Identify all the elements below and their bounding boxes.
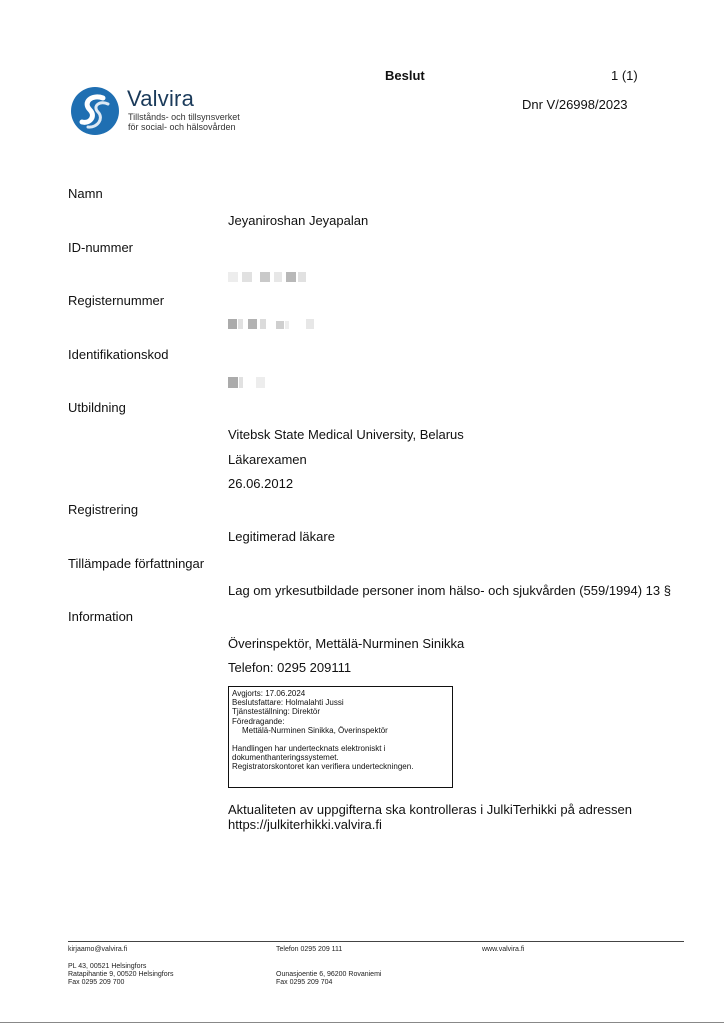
footer-phone: Telefon 0295 209 111 <box>276 946 343 953</box>
stamp-decided: Avgjorts: 17.06.2024 <box>232 689 306 698</box>
logo-subtitle-line1: Tillstånds- och tillsynsverket <box>128 112 240 122</box>
information-label: Information <box>68 609 134 624</box>
utbildning-university: Vitebsk State Medical University, Belarus <box>228 427 464 442</box>
document-type: Beslut <box>385 68 425 83</box>
stamp-rapporteur-label: Föredragande: <box>232 716 285 726</box>
utbildning-label: Utbildning <box>68 400 126 415</box>
identifikationskod-label: Identifikationskod <box>68 347 169 362</box>
stamp-signed-note-1: Handlingen har undertecknats elektroniskt i <box>232 744 386 754</box>
footer-fax-rovaniemi: Fax 0295 209 704 <box>276 979 333 986</box>
utbildning-date: 26.06.2012 <box>228 476 294 491</box>
stamp-signed-note-2: dokumenthanteringssystemet. <box>232 753 339 763</box>
page-bottom-edge <box>0 1022 724 1023</box>
forfattningar-value: Lag om yrkesutbildade personer inom hälso- och sjukvården (559/1994) 13 § <box>228 583 671 598</box>
stamp-position: Tjänsteställning: Direktör <box>232 707 321 717</box>
logo-subtitle-line2: för social- och hälsovården <box>128 122 236 132</box>
utbildning-degree: Läkarexamen <box>228 452 307 467</box>
id-nummer-redacted <box>228 270 308 284</box>
footer-street-rovaniemi: Ounasjoentie 6, 96200 Rovaniemi <box>276 971 382 978</box>
stamp-rapporteur: Mettälä-Nurminen Sinikka, Överinspektör <box>242 725 388 735</box>
stamp-signed-note-3: Registratorskontoret kan verifiera underteckningen. <box>232 762 414 772</box>
footer-street-helsinki: Ratapihantie 9, 00520 Helsingfors <box>68 971 174 978</box>
stamp-decision-maker: Beslutsfattare: Holmalahti Jussi <box>232 698 344 708</box>
id-nummer-label: ID-nummer <box>68 240 134 255</box>
decision-stamp <box>228 686 453 788</box>
footer-fax-helsinki: Fax 0295 209 700 <box>68 979 125 986</box>
page-number: 1 (1) <box>611 68 638 83</box>
registrering-label: Registrering <box>68 502 139 517</box>
footer-po-box: PL 43, 00521 Helsingfors <box>68 963 147 970</box>
information-phone: Telefon: 0295 209111 <box>228 660 352 675</box>
namn-value: Jeyaniroshan Jeyapalan <box>228 213 369 228</box>
footer-address-rovaniemi <box>276 971 381 987</box>
footer-web: www.valvira.fi <box>482 946 525 953</box>
information-contact: Överinspektör, Mettälä-Nurminen Sinikka <box>228 636 465 651</box>
footer-email: kirjaamo@valvira.fi <box>68 946 128 953</box>
registrering-value: Legitimerad läkare <box>228 529 335 544</box>
diary-number: Dnr V/26998/2023 <box>522 97 628 112</box>
footer-address-helsinki <box>68 963 173 987</box>
registernummer-redacted <box>228 317 318 331</box>
namn-label: Namn <box>68 186 103 201</box>
registernummer-label: Registernummer <box>68 293 165 308</box>
forfattningar-label: Tillämpade författningar <box>68 556 205 571</box>
footer-divider <box>68 941 684 942</box>
logo-name: Valvira <box>127 86 195 111</box>
identifikationskod-redacted <box>228 376 268 390</box>
valvira-logo-icon <box>70 86 120 136</box>
logo-subtitle <box>128 112 240 132</box>
verification-note: Aktualiteten av uppgifterna ska kontrolleras i JulkiTerhikki på adressen https://julkiterhikki.valvira.fi <box>228 802 632 832</box>
